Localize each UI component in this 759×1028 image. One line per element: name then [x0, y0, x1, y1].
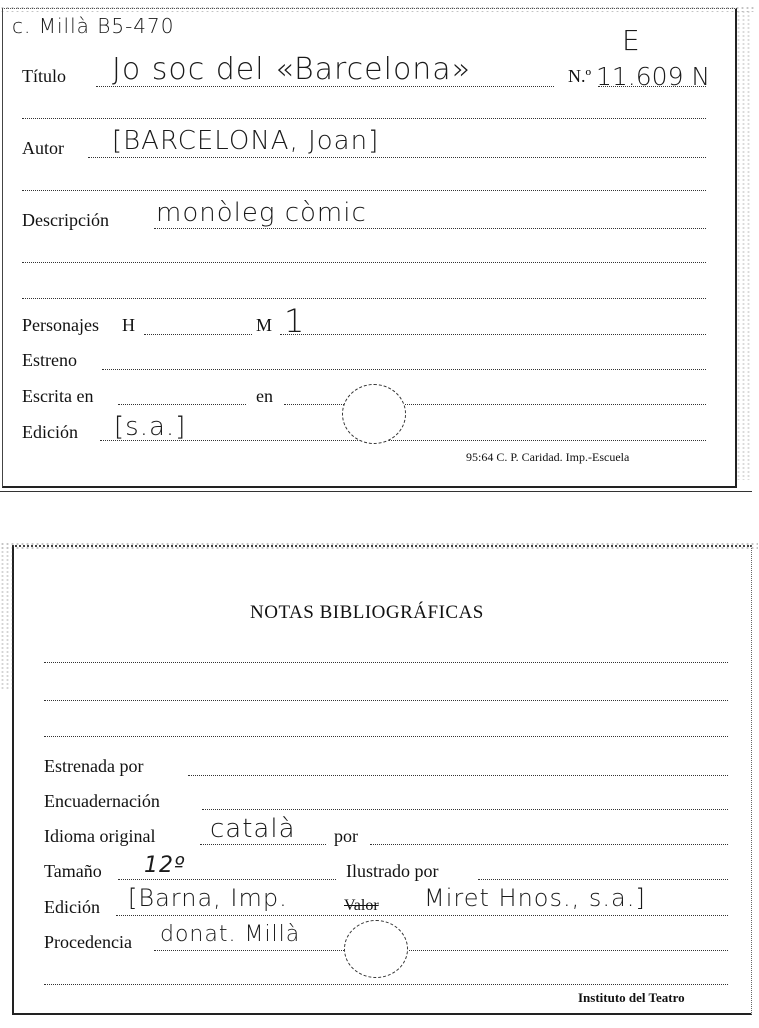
descripcion-label: Descripción — [22, 210, 109, 230]
punch-hole — [344, 920, 408, 978]
autor-line — [88, 157, 706, 158]
titulo-label: Título — [22, 66, 66, 86]
blank-line — [44, 984, 728, 985]
blank-line — [44, 662, 728, 663]
printer-imprint: 95:64 C. P. Caridad. Imp.-Escuela — [466, 450, 630, 464]
card-edge-speckle — [0, 550, 14, 690]
procedencia-label: Procedencia — [44, 932, 132, 952]
numero-label: N.º — [568, 66, 592, 86]
notas-heading: NOTAS BIBLIOGRÁFICAS — [250, 602, 484, 623]
procedencia-line — [154, 950, 728, 951]
back-edicion-label: Edición — [44, 897, 100, 917]
blank-line — [44, 736, 728, 737]
card-edge-speckle — [0, 542, 758, 550]
en-label: en — [256, 386, 273, 406]
edicion-line — [100, 440, 706, 441]
estreno-label: Estreno — [22, 350, 77, 370]
escrita-line — [118, 404, 246, 405]
back-edicion-value-b: Miret Hnos., s.a.] — [424, 884, 646, 912]
card-separator — [0, 491, 752, 492]
ilustrado-line — [478, 879, 728, 880]
m-label: M — [256, 315, 273, 335]
h-line — [144, 334, 252, 335]
edicion-label: Edición — [22, 422, 78, 442]
estrenada-label: Estrenada por — [44, 756, 144, 776]
escrita-label: Escrita en — [22, 386, 94, 406]
back-edicion-struck: Valor — [344, 897, 379, 914]
h-label: H — [122, 315, 135, 335]
numero-line — [598, 86, 706, 87]
titulo-value: Jo soc del «Barcelona» — [112, 52, 472, 87]
autor-label: Autor — [22, 138, 64, 158]
tamano-value: 12º — [144, 853, 186, 878]
idioma-label: Idioma original — [44, 826, 156, 846]
descripcion-value: monòleg còmic — [156, 198, 367, 228]
m-value: 1 — [284, 302, 306, 340]
card-edge-speckle — [0, 6, 755, 12]
card-edge-speckle — [736, 10, 750, 480]
estrenada-line — [188, 775, 728, 776]
encuadernacion-label: Encuadernación — [44, 791, 160, 811]
numero-mark: E — [622, 24, 641, 57]
blank-line — [22, 298, 706, 299]
numero-value: 11.609 N — [596, 62, 711, 91]
estreno-line — [102, 369, 706, 370]
back-edicion-value-a: [Barna, Imp. — [128, 884, 288, 912]
edicion-value: [s.a.] — [114, 412, 187, 442]
punch-hole — [342, 384, 406, 444]
encuadernacion-line — [202, 809, 728, 810]
ilustrado-label: Ilustrado por — [346, 861, 439, 881]
personajes-label: Personajes — [22, 315, 99, 335]
back-edicion-line — [116, 915, 728, 916]
top-handwritten-note: c. Millà B5-470 — [12, 14, 175, 38]
descripcion-line — [154, 228, 706, 229]
footer-institute: Instituto del Teatro — [578, 990, 685, 1005]
idioma-line — [200, 844, 326, 845]
por-label: por — [334, 826, 358, 846]
tamano-line — [118, 879, 336, 880]
procedencia-value: donat. Millà — [160, 922, 301, 947]
por-line — [370, 844, 728, 845]
blank-line — [22, 190, 706, 191]
autor-value: [BARCELONA, Joan] — [112, 126, 380, 156]
blank-line — [44, 700, 728, 701]
m-line — [280, 334, 706, 335]
tamano-label: Tamaño — [44, 861, 102, 881]
blank-line — [22, 262, 706, 263]
blank-line — [22, 118, 706, 119]
idioma-value: català — [210, 814, 296, 844]
